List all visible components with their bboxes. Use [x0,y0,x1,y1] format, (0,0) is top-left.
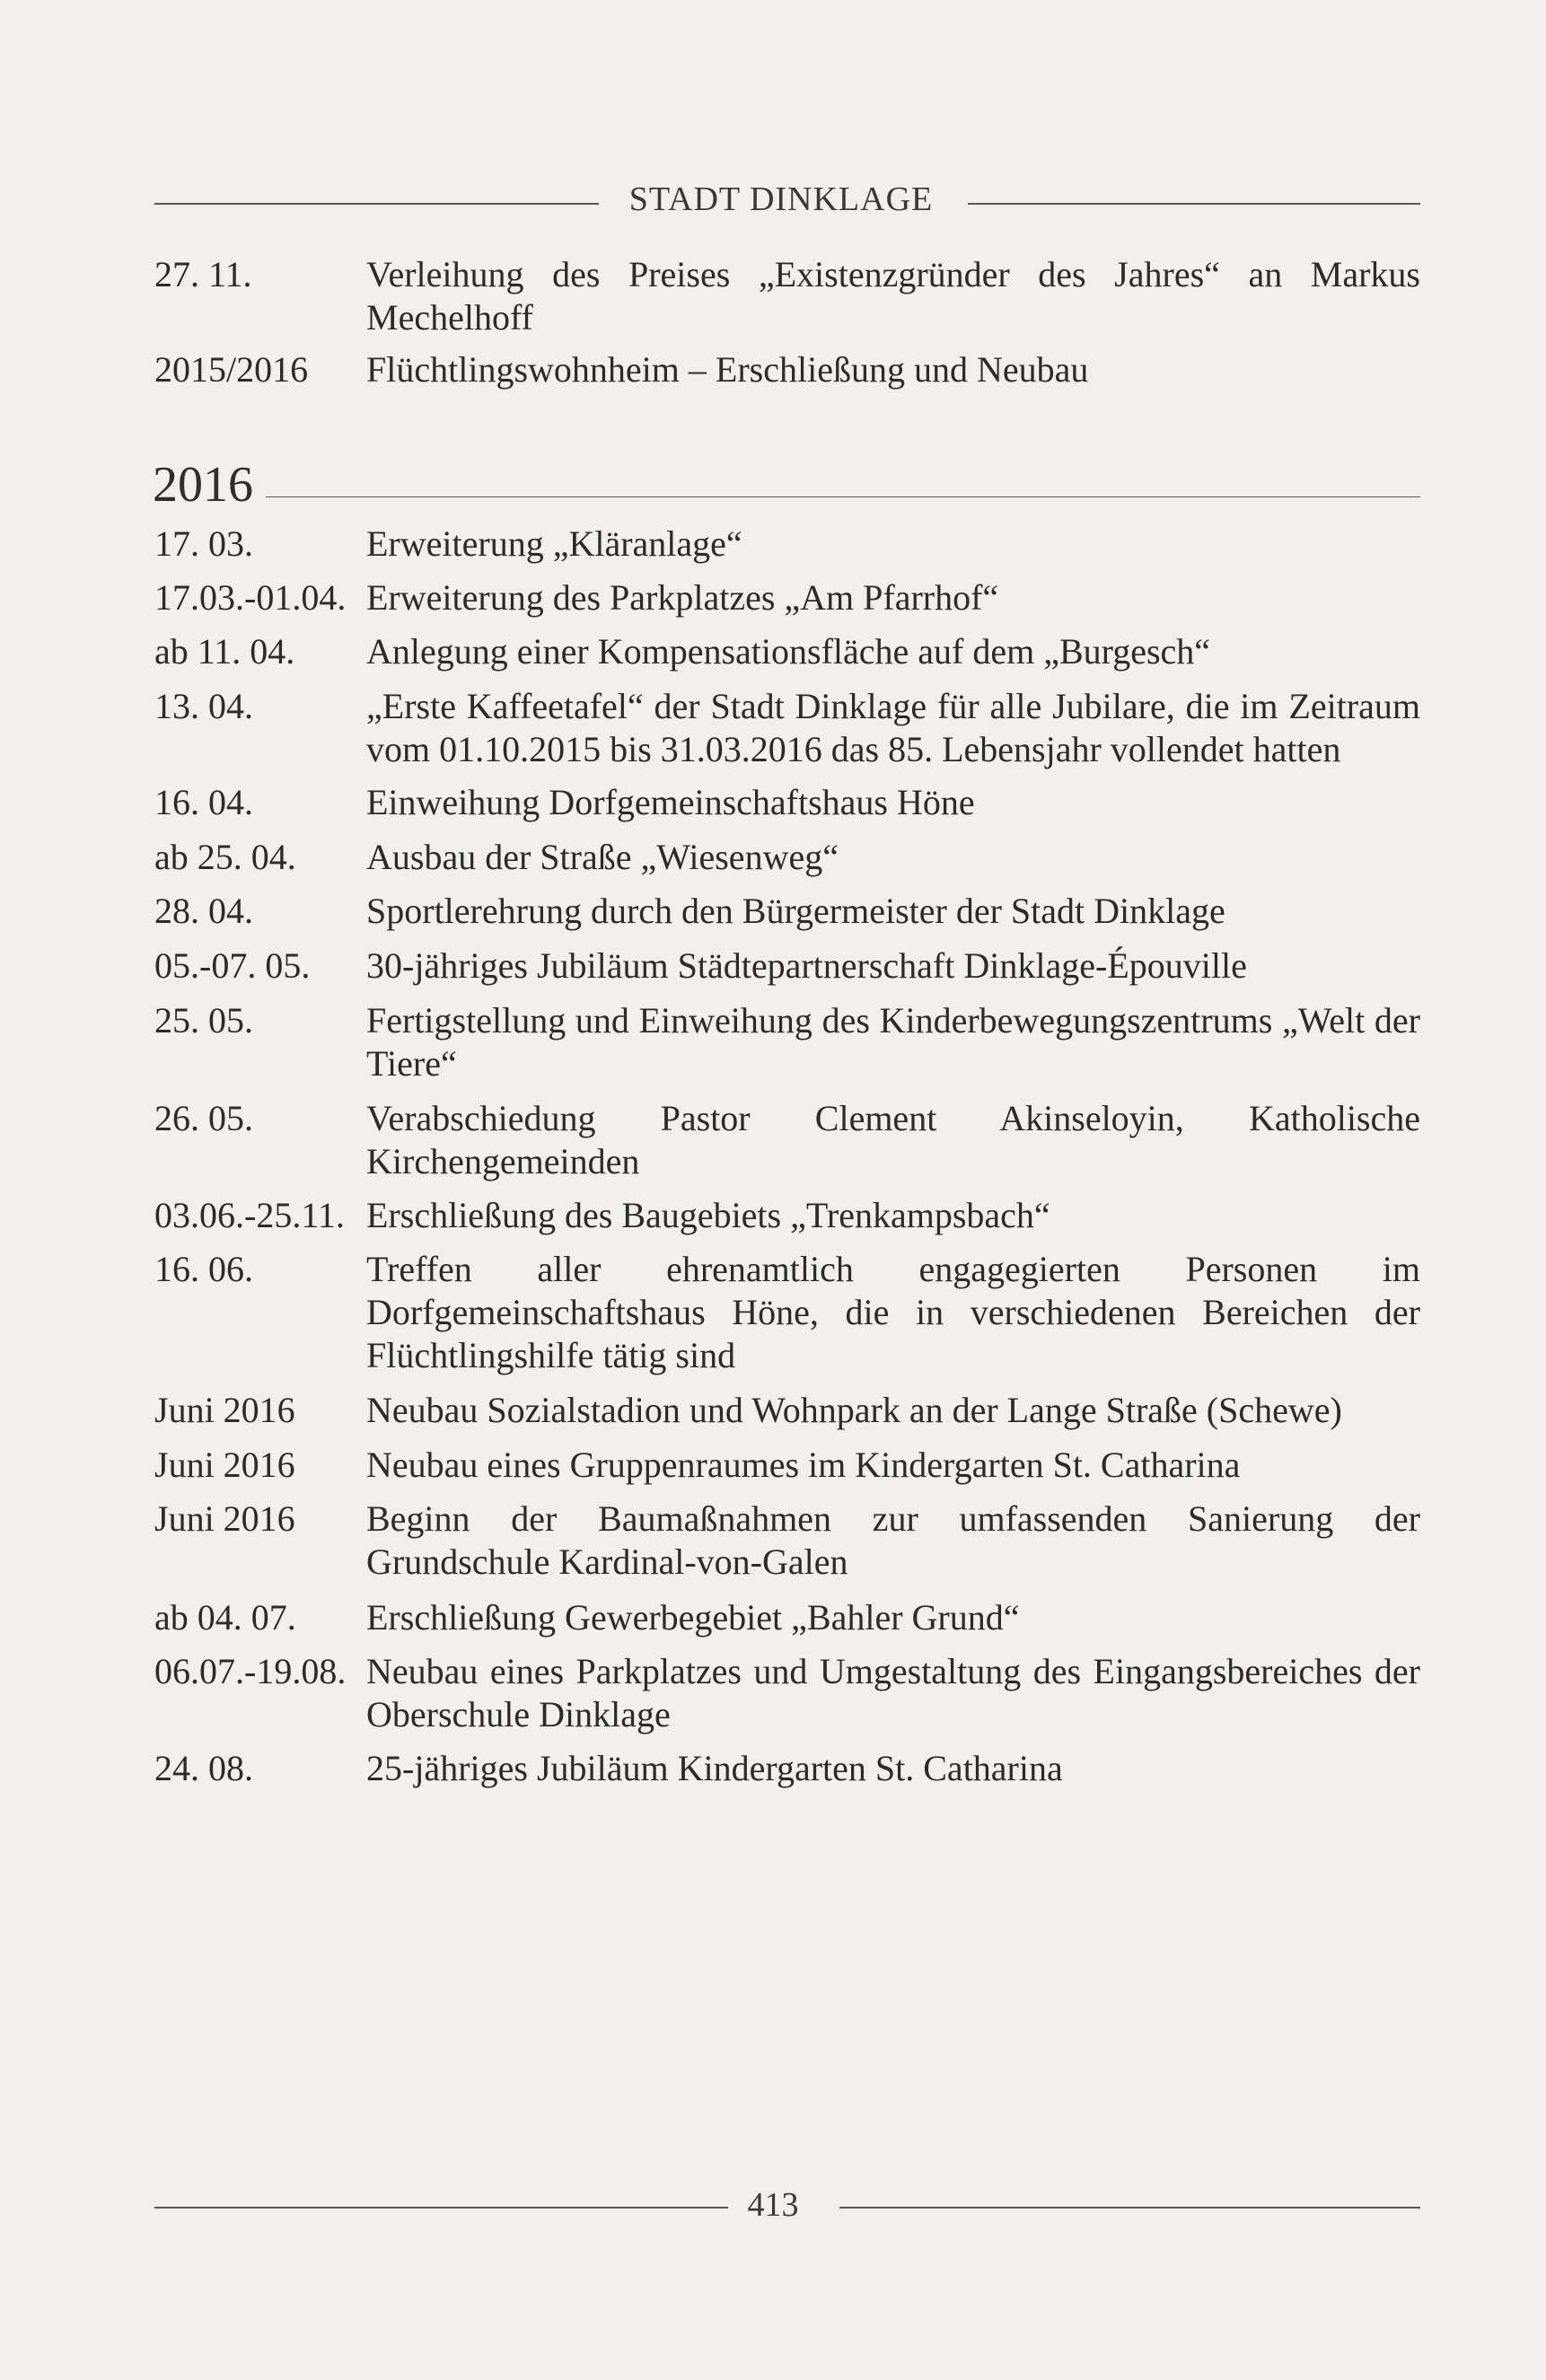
entry-date: ab 11. 04. [154,631,295,672]
entry-date: Juni 2016 [154,1390,295,1430]
entry-text: Neubau Sozialstadion und Wohnpark an der Lange Straße (Schewe) [366,1390,1342,1430]
entry-text: Ausbau der Straße „Wiesenweg“ [366,837,839,877]
chronology-entry [154,1444,1420,1487]
entry-date: 26. 05. [154,1098,253,1138]
entry-text: Erschließung des Baugebiets „Trenkampsbach“ [366,1195,1050,1235]
entry-date: Juni 2016 [154,1445,295,1485]
entry-date: 13. 04. [154,686,253,726]
entry-date: 24. 08. [154,1748,253,1788]
chronology-entry [154,348,1420,391]
year-heading-rule [266,496,1420,497]
entry-text: Einweihung Dorfgemeinschaftshaus Höne [366,782,975,822]
entry-date: ab 25. 04. [154,837,296,877]
entry-date: 17.03.-01.04. [154,577,347,618]
header-rule-left [154,203,599,205]
chronology-entry [154,999,1420,1085]
entry-date: 16. 04. [154,782,253,822]
entry-date: 2015/2016 [154,349,309,390]
chronology-entry [154,1747,1420,1790]
entry-text: Erschließung Gewerbegebiet „Bahler Grund“ [366,1597,1020,1638]
entry-text: Erweiterung des Parkplatzes „Am Pfarrhof“ [366,577,999,618]
entry-text: Erweiterung „Kläranlage“ [366,523,742,564]
entry-text: Verabschiedung Pastor Clement Akinseloyin, Katholische Kirchengemeinden [366,1098,1420,1181]
entry-text: 25-jähriges Jubiläum Kindergarten St. Catharina [366,1748,1063,1788]
entry-date: 05.-07. 05. [154,945,311,986]
page-number: 413 [747,2186,799,2224]
entry-text: Neubau eines Parkplatzes und Umgestaltung des Eingangsbereiches der Oberschule Dinklage [366,1651,1420,1735]
footer-rule-right [839,2207,1420,2209]
chronology-entry [154,576,1420,619]
entry-text: Treffen aller ehrenamtlich engagegierten Personen im Dorfgemeinschaftshaus Höne, die in verschiedenen Bereichen der Flüchtlingshilfe tätig sind [366,1249,1420,1375]
entry-text: Neubau eines Gruppenraumes im Kindergarten St. Catharina [366,1445,1241,1485]
chronology-entry [154,1097,1420,1183]
chronology-entry [154,1650,1420,1736]
entry-text: „Erste Kaffeetafel“ der Stadt Dinklage für alle Jubilare, die im Zeitraum vom 01.10.2015 bis 31.03.2016 das 85. Lebensjahr vollendet hatten [366,686,1420,769]
entry-text: Fertigstellung und Einweihung des Kinderbewegungszentrums „Welt der Tiere“ [366,1000,1420,1084]
entry-date: 17. 03. [154,523,253,564]
entry-date: Juni 2016 [154,1498,295,1539]
chronology-entry [154,630,1420,673]
footer-rule-left [154,2207,728,2209]
entry-text: Verleihung des Preises „Existenzgründer des Jahres“ an Markus Mechelhoff [366,254,1420,338]
chronology-entry [154,523,1420,566]
chronology-entry [154,781,1420,824]
chronology-entry [154,1596,1420,1639]
entry-text: 30-jähriges Jubiläum Städtepartnerschaft Dinklage-Épouville [366,945,1247,986]
chronology-entry [154,253,1420,339]
chronology-entry [154,685,1420,771]
entry-date: 06.07.-19.08. [154,1651,347,1691]
entry-date: 27. 11. [154,254,252,294]
entry-date: 03.06.-25.11. [154,1195,345,1235]
chronology-entry [154,1497,1420,1584]
running-header: STADT DINKLAGE [628,180,934,218]
entry-text: Sportlerehrung durch den Bürgermeister der Stadt Dinklage [366,891,1225,931]
entry-text: Beginn der Baumaßnahmen zur umfassenden Sanierung der Grundschule Kardinal-von-Galen [366,1498,1420,1582]
header-rule-right [968,203,1420,205]
entry-date: 28. 04. [154,891,253,931]
chronology-entry [154,836,1420,879]
entry-date: 25. 05. [154,1000,253,1041]
chronology-entry [154,1389,1420,1432]
entry-date: ab 04. 07. [154,1597,296,1638]
year-heading: 2016 [153,457,253,513]
chronology-entry [154,1248,1420,1377]
chronology-entry [154,1194,1420,1237]
entry-text: Flüchtlingswohnheim – Erschließung und Neubau [366,349,1089,390]
entry-text: Anlegung einer Kompensationsfläche auf dem „Burgesch“ [366,631,1211,672]
chronology-entry [154,890,1420,933]
chronology-entry [154,944,1420,988]
entry-date: 16. 06. [154,1249,253,1289]
